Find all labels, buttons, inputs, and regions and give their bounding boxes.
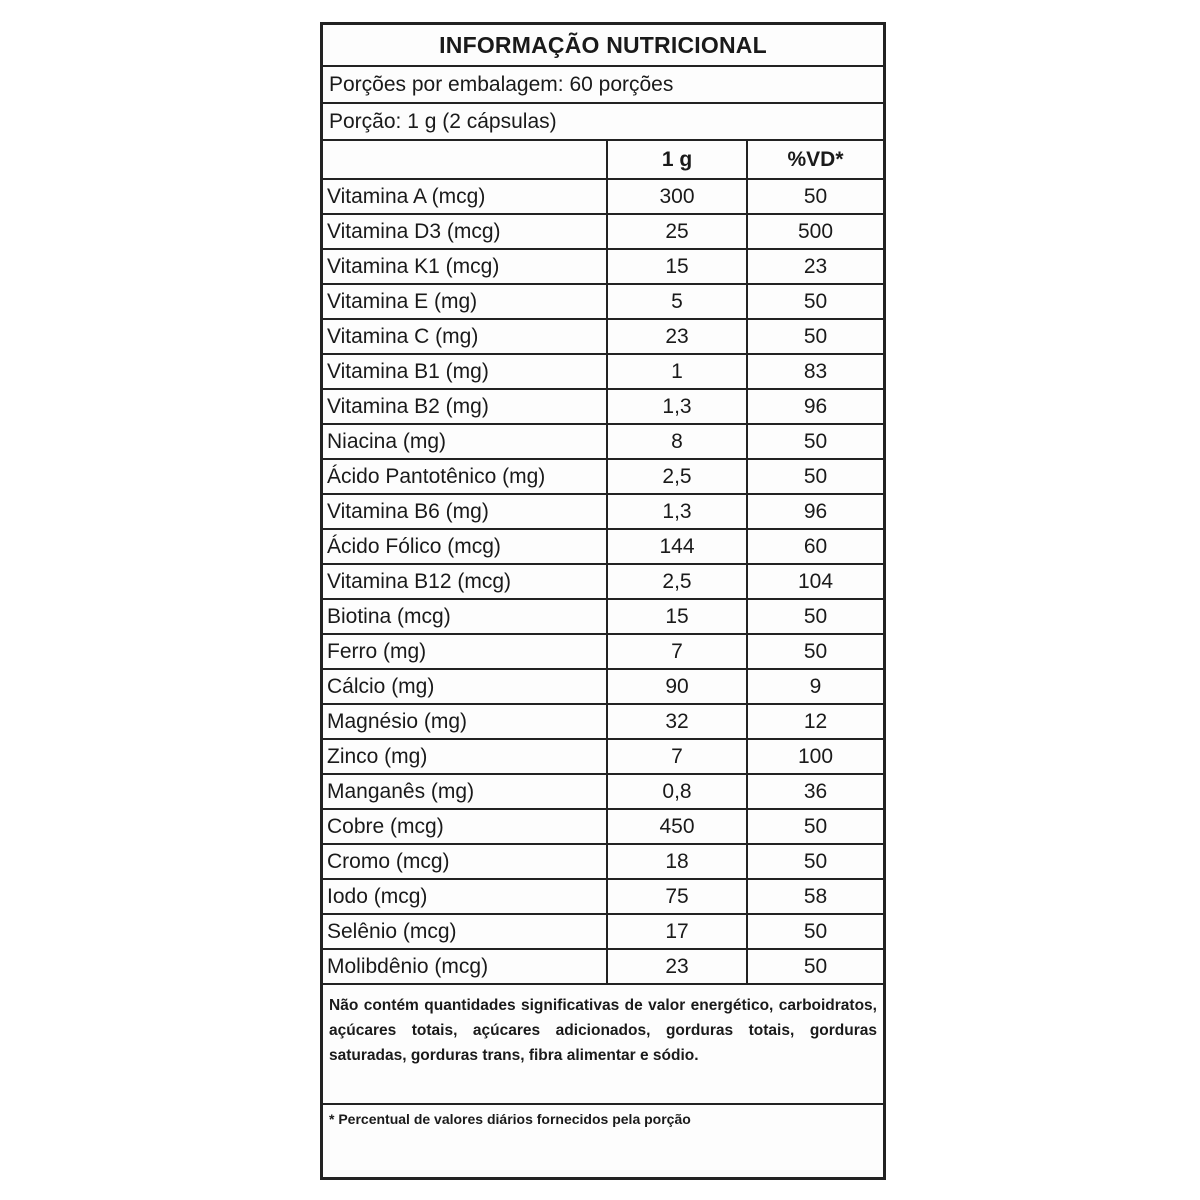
nutrient-name-cell: Cromo (mcg) [323, 844, 607, 879]
nutrient-quantity-cell: 300 [607, 179, 747, 214]
nutrient-quantity-cell: 7 [607, 634, 747, 669]
nutrient-quantity-cell: 144 [607, 529, 747, 564]
nutrient-quantity-cell: 2,5 [607, 459, 747, 494]
nutrient-quantity-cell: 15 [607, 249, 747, 284]
not-significant-note: Não contém quantidades significativas de valor energético, carboidratos, açúcares totais, açúcares adicionados, gorduras totais, gorduras saturadas, gorduras trans, fibra alimentar e sódio. [323, 985, 883, 1105]
table-row [323, 319, 883, 354]
table-row [323, 284, 883, 319]
nutrient-name-cell: Ácido Fólico (mcg) [323, 529, 607, 564]
table-row [323, 424, 883, 459]
nutrient-name-cell: Vitamina D3 (mcg) [323, 214, 607, 249]
nutrient-daily-value-cell: 96 [747, 494, 883, 529]
nutrient-name-cell: Vitamina C (mg) [323, 319, 607, 354]
daily-value-footnote: * Percentual de valores diários fornecidos pela porção [329, 1111, 691, 1127]
servings-per-package: Porções por embalagem: 60 porções [323, 67, 883, 104]
nutrient-daily-value-cell: 50 [747, 809, 883, 844]
table-row [323, 914, 883, 949]
nutrient-quantity-cell: 75 [607, 879, 747, 914]
nutrient-daily-value-cell: 50 [747, 459, 883, 494]
nutrient-daily-value-cell: 12 [747, 704, 883, 739]
nutrient-daily-value-cell: 50 [747, 179, 883, 214]
nutrient-daily-value-cell: 96 [747, 389, 883, 424]
table-row [323, 634, 883, 669]
nutrient-daily-value-cell: 50 [747, 914, 883, 949]
nutrient-daily-value-cell: 58 [747, 879, 883, 914]
table-row [323, 949, 883, 984]
nutrient-quantity-cell: 450 [607, 809, 747, 844]
table-row [323, 669, 883, 704]
nutrient-daily-value-cell: 50 [747, 424, 883, 459]
nutrient-name-cell: Zinco (mg) [323, 739, 607, 774]
nutrient-daily-value-cell: 50 [747, 949, 883, 984]
nutrient-quantity-cell: 5 [607, 284, 747, 319]
nutrient-quantity-cell: 1 [607, 354, 747, 389]
nutrient-name-cell: Cálcio (mg) [323, 669, 607, 704]
nutrient-name-cell: Ácido Pantotênico (mg) [323, 459, 607, 494]
nutrient-daily-value-cell: 50 [747, 319, 883, 354]
nutrient-name-cell: Vitamina B2 (mg) [323, 389, 607, 424]
nutrient-quantity-cell: 17 [607, 914, 747, 949]
nutrient-daily-value-cell: 50 [747, 844, 883, 879]
nutrient-daily-value-cell: 83 [747, 354, 883, 389]
table-row [323, 844, 883, 879]
nutrient-quantity-cell: 32 [607, 704, 747, 739]
table-row [323, 739, 883, 774]
nutrient-daily-value-cell: 60 [747, 529, 883, 564]
table-row [323, 389, 883, 424]
table-row [323, 774, 883, 809]
table-row [323, 494, 883, 529]
column-header-daily-value: %VD* [747, 141, 883, 179]
nutrient-daily-value-cell: 36 [747, 774, 883, 809]
nutrient-daily-value-cell: 100 [747, 739, 883, 774]
nutrient-daily-value-cell: 23 [747, 249, 883, 284]
nutrient-quantity-cell: 8 [607, 424, 747, 459]
nutrient-quantity-cell: 90 [607, 669, 747, 704]
table-row [323, 599, 883, 634]
nutrient-name-cell: Molibdênio (mcg) [323, 949, 607, 984]
nutrient-quantity-cell: 1,3 [607, 389, 747, 424]
nutrient-quantity-cell: 7 [607, 739, 747, 774]
nutrient-name-cell: Vitamina A (mcg) [323, 179, 607, 214]
table-row [323, 249, 883, 284]
nutrient-quantity-cell: 18 [607, 844, 747, 879]
column-header-nutrient [323, 141, 607, 179]
nutrient-name-cell: Cobre (mcg) [323, 809, 607, 844]
nutrient-daily-value-cell: 50 [747, 634, 883, 669]
table-row [323, 809, 883, 844]
nutrient-name-cell: Vitamina B12 (mcg) [323, 564, 607, 599]
nutrient-name-cell: Iodo (mcg) [323, 879, 607, 914]
table-row [323, 529, 883, 564]
nutrient-name-cell: Niacina (mg) [323, 424, 607, 459]
nutrient-quantity-cell: 23 [607, 949, 747, 984]
nutrition-facts-label [320, 22, 886, 1180]
nutrient-daily-value-cell: 50 [747, 284, 883, 319]
table-row [323, 459, 883, 494]
nutrient-name-cell: Vitamina B1 (mg) [323, 354, 607, 389]
nutrient-quantity-cell: 2,5 [607, 564, 747, 599]
table-row [323, 879, 883, 914]
nutrient-quantity-cell: 1,3 [607, 494, 747, 529]
table-row [323, 354, 883, 389]
nutrient-daily-value-cell: 9 [747, 669, 883, 704]
nutrient-rows [323, 179, 883, 984]
nutrient-quantity-cell: 23 [607, 319, 747, 354]
table-row [323, 214, 883, 249]
nutrient-daily-value-cell: 104 [747, 564, 883, 599]
serving-size: Porção: 1 g (2 cápsulas) [323, 104, 883, 141]
nutrient-name-cell: Vitamina B6 (mg) [323, 494, 607, 529]
nutrient-quantity-cell: 0,8 [607, 774, 747, 809]
nutrient-daily-value-cell: 500 [747, 214, 883, 249]
table-row [323, 704, 883, 739]
nutrient-daily-value-cell: 50 [747, 599, 883, 634]
nutrient-name-cell: Ferro (mg) [323, 634, 607, 669]
nutrient-name-cell: Manganês (mg) [323, 774, 607, 809]
nutrient-name-cell: Vitamina E (mg) [323, 284, 607, 319]
table-row [323, 179, 883, 214]
column-header-quantity: 1 g [607, 141, 747, 179]
table-header-row [323, 141, 883, 179]
nutrient-name-cell: Biotina (mcg) [323, 599, 607, 634]
nutrient-name-cell: Magnésio (mg) [323, 704, 607, 739]
nutrient-quantity-cell: 15 [607, 599, 747, 634]
label-title: INFORMAÇÃO NUTRICIONAL [323, 25, 883, 67]
nutrient-name-cell: Vitamina K1 (mcg) [323, 249, 607, 284]
nutrient-quantity-cell: 25 [607, 214, 747, 249]
nutrient-table [323, 141, 883, 985]
table-row [323, 564, 883, 599]
nutrient-name-cell: Selênio (mcg) [323, 914, 607, 949]
